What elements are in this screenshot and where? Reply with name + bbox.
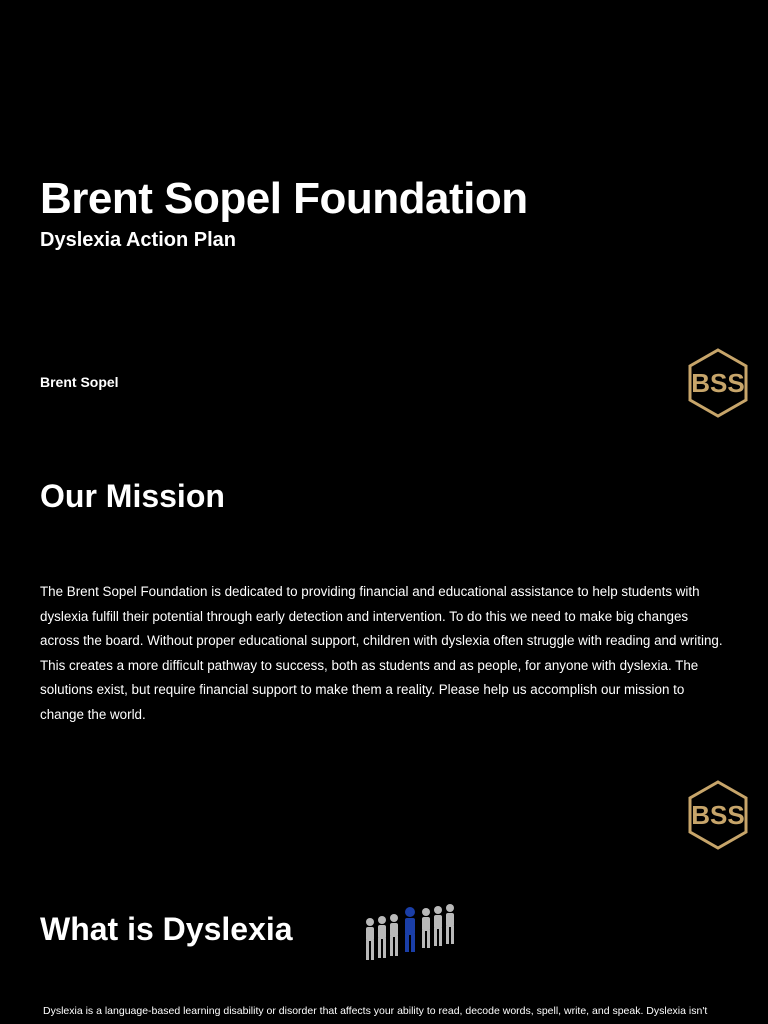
people-group-icon — [360, 900, 456, 966]
bss-monogram-logo — [686, 348, 750, 418]
author-name: Brent Sopel — [40, 374, 119, 390]
mission-heading: Our Mission — [40, 478, 225, 514]
logo-text: BSS — [691, 800, 745, 830]
bss-monogram-logo — [686, 780, 750, 850]
page-subtitle: Dyslexia Action Plan — [40, 229, 236, 251]
dyslexia-heading: What is Dyslexia — [40, 911, 293, 947]
logo-text: BSS — [691, 368, 745, 398]
mission-paragraph: The Brent Sopel Foundation is dedicated to providing financial and educational assistance to help students with dyslexia fulfill their potential through early detection and intervention. To do this we need to make big changes across the board. Without proper educational support, children with dyslexia often struggle with reading and writing. This creates a more difficult pathway to success, both as students and as people, for anyone with dyslexia. The solutions exist, but require financial support to make them a reality. Please help us accomplish our mission to change the world. — [40, 584, 723, 722]
page-title: Brent Sopel Foundation — [40, 174, 528, 223]
dyslexia-paragraph: Dyslexia is a language-based learning disability or disorder that affects your ability to read, decode words, spell, write, and speak. Dyslexia isn't — [43, 1005, 708, 1017]
